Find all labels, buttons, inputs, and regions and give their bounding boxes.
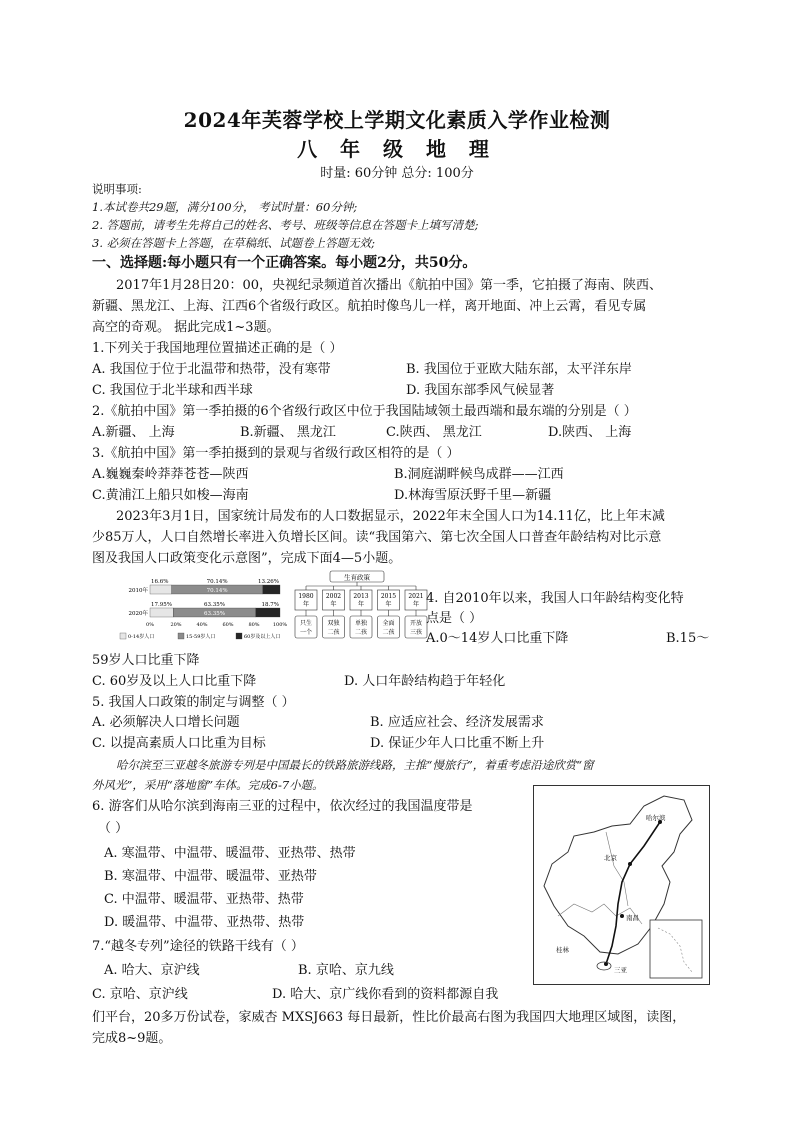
policy-year: 1980 — [298, 593, 314, 600]
option-d: D. 我国东部季风气候显著 — [406, 383, 555, 398]
map-label: 哈尔滨 — [646, 814, 666, 822]
intro-text: 少85万人，人口自然增长率进入负增长区间。读“我国第六、第七次全国人口普查年龄结构对比示意 — [92, 530, 662, 545]
policy-label: 只生 — [299, 620, 313, 627]
option-b-cont: 59岁人口比重下降 — [92, 653, 200, 668]
south-china-sea-inset — [650, 920, 702, 978]
policy-title: 生育政策 — [344, 573, 370, 582]
option-c: C. 京哈、京沪线 — [92, 987, 188, 1002]
hainan-island — [597, 962, 611, 970]
bar-segment — [256, 608, 280, 617]
intro-text: 外风光”，采用“落地窗”车体。完成6-7小题。 — [92, 778, 324, 792]
data-label: 13.26% — [258, 579, 279, 585]
option-a: A. 我国位于位于北温带和热带，没有寒带 — [92, 362, 331, 377]
policy-year-unit: 年 — [357, 601, 365, 608]
option-a: A. 必须解决人口增长问题 — [92, 715, 240, 730]
china-railway-map — [533, 785, 710, 985]
data-label: 70.14% — [206, 579, 228, 585]
note-item: 2. 答题前，请考生先将自己的姓名、考号、班级等信息在答题卡上填写清楚; — [92, 218, 479, 232]
option-a: A. 寒温带、中温带、暖温带、亚热带、热带 — [104, 846, 356, 861]
legend-label: 60岁及以上人口 — [244, 634, 281, 640]
policy-year-unit: 年 — [385, 601, 392, 608]
question-stem: （ ） — [98, 821, 129, 836]
x-tick-label: 80% — [248, 622, 260, 628]
option-b: B. 应适应社会、经济发展需求 — [370, 715, 544, 730]
policy-year: 2021 — [408, 593, 424, 600]
data-label: 63.35% — [204, 602, 226, 608]
intro-text: 高空的奇观。 据此完成1~3题。 — [92, 320, 280, 335]
page-title: 2024年芙蓉学校上学期文化素质入学作业检测 — [183, 108, 611, 132]
option-d: D.陕西、 上海 — [548, 425, 632, 440]
note-item: 1.本试卷共29题，满分100分， 考试时量：60分钟; — [92, 200, 358, 214]
option-b: B. 我国位于亚欧大陆东部，太平洋东岸 — [406, 362, 632, 377]
option-a: A. 哈大、京沪线 — [104, 963, 200, 978]
tail-text: 完成8~9题。 — [92, 1031, 172, 1046]
data-label: 16.6% — [151, 579, 169, 585]
section-heading: 一、选择题:每小题只有一个正确答案。每小题2分，共50分。 — [92, 255, 477, 271]
nanchang-marker — [620, 914, 624, 918]
policy-year: 2015 — [380, 593, 397, 600]
option-a: A.巍巍秦岭莽莽苍苍—陕西 — [92, 467, 249, 482]
option-b: B.15～ — [666, 631, 710, 646]
option-d: D. 保证少年人口比重不断上升 — [370, 736, 545, 751]
legend-label: 15-59岁人口 — [186, 634, 216, 640]
policy-label: 二孩 — [382, 629, 395, 636]
question-stem: 4. 自2010年以来，我国人口年龄结构变化特 — [426, 591, 684, 606]
option-d: D. 哈大、京广线你看到的资料都源自我 — [272, 987, 499, 1002]
option-d: D.林海雪原沃野千里—新疆 — [394, 488, 552, 503]
policy-year: 2013 — [353, 593, 369, 600]
option-a: A.新疆、 上海 — [92, 425, 175, 440]
category-label: 2010年 — [128, 588, 148, 594]
option-d: D. 人口年龄结构趋于年轻化 — [344, 674, 506, 689]
map-label: 南昌 — [626, 914, 639, 922]
x-tick-label: 60% — [222, 622, 234, 628]
option-c: C. 60岁及以上人口比重下降 — [92, 674, 257, 689]
policy-label: 三孩 — [409, 629, 423, 636]
intro-text: 2023年3月1日，国家统计局发布的人口数据显示，2022年末全国人口为14.11亿，比上年末减 — [116, 509, 665, 524]
note-item: 3. 必须在答题卡上答题，在草稿纸、试题卷上答题无效; — [92, 236, 375, 250]
option-b: B.新疆、 黑龙江 — [240, 425, 336, 440]
category-label: 2020年 — [128, 611, 148, 617]
exam-meta: 时量: 60分钟 总分: 100分 — [320, 166, 474, 181]
legend-label: 0-14岁人口 — [128, 634, 155, 640]
data-label: 17.95% — [151, 602, 172, 608]
question-stem: 7.“越冬专列”途径的铁路干线有（ ） — [92, 939, 304, 954]
policy-year-unit: 年 — [302, 601, 310, 608]
policy-label: 单独 — [354, 620, 368, 627]
beijing-marker — [628, 862, 632, 866]
intro-text: 图及我国人口政策变化示意图”，完成下面4—5小题。 — [92, 551, 402, 566]
age-structure-chart — [118, 570, 293, 644]
option-b: B. 寒温带、中温带、暖温带、亚热带 — [104, 869, 317, 884]
legend-swatch — [236, 633, 242, 639]
policy-label: 开放 — [409, 620, 423, 627]
option-d: D. 暖温带、中温带、亚热带、热带 — [104, 915, 305, 930]
question-stem: 5. 我国人口政策的制定与调整（ ） — [92, 695, 295, 710]
question-stem: 点是（ ） — [426, 611, 483, 626]
policy-label: 一个 — [299, 629, 313, 636]
legend-swatch — [120, 633, 126, 639]
bar-segment — [150, 585, 172, 594]
question-stem: 6. 游客们从哈尔滨到海南三亚的过程中，依次经过的我国温度带是 — [92, 799, 473, 814]
bar-segment — [150, 608, 173, 617]
policy-label: 二孩 — [327, 629, 340, 636]
map-label: 北京 — [604, 854, 617, 862]
notes-heading: 说明事项: — [92, 182, 142, 196]
policy-year-unit: 年 — [412, 601, 420, 608]
option-c: C. 以提高素质人口比重为目标 — [92, 736, 266, 751]
option-c: C.黄浦江上船只如梭—海南 — [92, 488, 249, 503]
policy-label: 全面 — [382, 620, 395, 627]
map-label: 桂林 — [556, 946, 569, 954]
policy-label: 双独 — [327, 620, 340, 627]
bar-value-label: 63.35% — [204, 611, 226, 617]
option-c: C. 中温带、暖温带、亚热带、热带 — [104, 892, 304, 907]
option-c: C. 我国位于北半球和西半球 — [92, 383, 253, 398]
bar-segment — [263, 585, 280, 594]
intro-text: 2017年1月28日20：00，央视纪录频道首次播出《航拍中国》第一季，它拍摄了海南、陕西、 — [116, 278, 662, 293]
policy-label: 二孩 — [354, 629, 368, 636]
x-tick-label: 40% — [196, 622, 208, 628]
option-a: A.0～14岁人口比重下降 — [426, 631, 569, 646]
page-subtitle: 八 年 级 地 理 — [297, 137, 497, 161]
region-boundary — [606, 832, 628, 906]
policy-diagram — [288, 570, 428, 646]
policy-year: 2002 — [325, 593, 342, 600]
option-b: B. 京哈、京九线 — [298, 963, 394, 978]
policy-year-unit: 年 — [330, 601, 337, 608]
data-label: 18.7% — [261, 602, 279, 608]
option-b: B.洞庭湖畔候鸟成群——江西 — [394, 467, 564, 482]
question-stem: 2.《航拍中国》第一季拍摄的6个省级行政区中位于我国陆域领土最西端和最东端的分别是（ ） — [92, 404, 637, 419]
intro-text: 哈尔滨至三亚越冬旅游专列是中国最长的铁路旅游线路，主推“慢旅行”，着重考虑沿途欣赏“窗 — [116, 758, 594, 772]
legend-swatch — [178, 633, 184, 639]
map-label: 三亚 — [614, 966, 627, 974]
option-c: C.陕西、 黑龙江 — [386, 425, 482, 440]
tail-text: 们平台，20多万份试卷，家威杏 MXSJ663 每日最新，性比价最高右图为我国四大地理区域图，读图， — [92, 1010, 686, 1025]
question-stem: 1.下列关于我国地理位置描述正确的是（ ） — [92, 341, 343, 356]
bar-value-label: 70.14% — [206, 588, 228, 594]
x-tick-label: 0% — [146, 622, 154, 628]
question-stem: 3.《航拍中国》第一季拍摄到的景观与省级行政区相符的是（ ） — [92, 446, 460, 461]
intro-text: 新疆、黑龙江、上海、江西6个省级行政区。航拍时像鸟儿一样，离开地面、冲上云霄，看见专属 — [92, 299, 647, 314]
x-tick-label: 20% — [170, 622, 182, 628]
x-tick-label: 100% — [272, 622, 288, 628]
